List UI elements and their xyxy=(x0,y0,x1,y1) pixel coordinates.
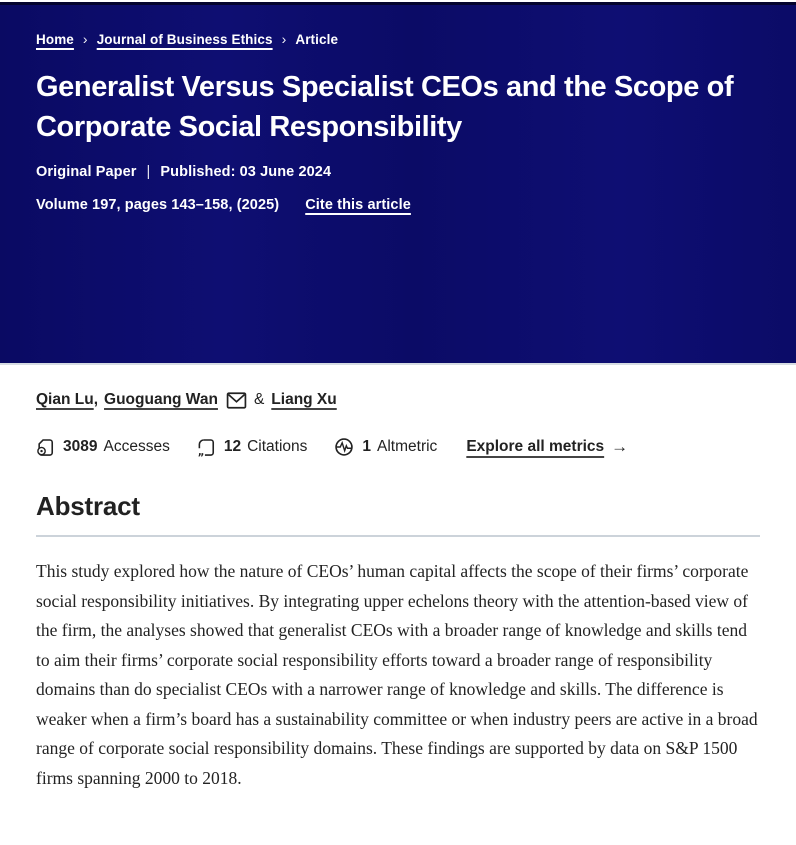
citations-count: 12 xyxy=(223,438,242,455)
svg-text:„: „ xyxy=(197,445,205,457)
altmetric-label: Altmetric xyxy=(377,438,438,455)
article-body xyxy=(0,391,796,793)
volume-cite-row xyxy=(36,197,760,213)
author-link-guoguang-wan[interactable]: Guoguang Wan xyxy=(104,391,218,408)
altmetric-count: 1 xyxy=(362,438,372,455)
altmetric-icon xyxy=(334,437,354,457)
article-type-label: Original Paper xyxy=(36,164,137,180)
altmetric-metric xyxy=(334,437,437,457)
citations-metric xyxy=(197,438,308,457)
chevron-right-icon: › xyxy=(82,31,88,47)
author-link-liang-xu[interactable]: Liang Xu xyxy=(271,391,337,408)
article-meta-row xyxy=(36,164,760,180)
breadcrumb-journal-link[interactable]: Journal of Business Ethics xyxy=(96,31,273,47)
explore-all-metrics-link[interactable]: Explore all metrics xyxy=(466,438,605,455)
meta-separator: | xyxy=(146,164,151,180)
authors-row xyxy=(36,391,760,409)
abstract-divider xyxy=(36,535,760,537)
volume-pages-text: Volume 197, pages 143–158, (2025) xyxy=(36,197,280,213)
arrow-right-icon: → xyxy=(611,437,629,456)
article-title: Generalist Versus Specialist CEOs and the Scope of Corporate Social Responsibility xyxy=(36,71,734,143)
chevron-right-icon: › xyxy=(281,31,287,47)
citations-label: Citations xyxy=(247,438,308,455)
breadcrumb-home-link[interactable]: Home xyxy=(36,31,74,47)
citations-icon xyxy=(197,438,216,457)
abstract-heading: Abstract xyxy=(36,491,140,521)
accesses-count: 3089 xyxy=(63,438,98,455)
cite-this-article-link[interactable]: Cite this article xyxy=(305,197,411,213)
mail-icon[interactable] xyxy=(226,392,247,409)
article-header-banner xyxy=(0,2,796,365)
breadcrumb xyxy=(36,31,760,47)
author-separator: , xyxy=(93,391,99,408)
metrics-row xyxy=(36,437,760,457)
abstract-paragraph: This study explored how the nature of CEOs’ human capital affects the scope of their firms’ corporate social responsibility initiatives. By integrating upper echelons theory with the attention-based view of the firm, the analyses showed that generalist CEOs with a broader range of knowledge and skills tend to aim their firms’ corporate social responsibility efforts toward a broader range of responsibility domains than do specialist CEOs with a narrower range of knowledge and skills. The difference is weaker when a firm’s board has a sustainability committee or when industry peers are active in a broad range of corporate social responsibility domains. These findings are supported by data on S&P 1500 firms spanning 2000 to 2018. xyxy=(36,561,758,788)
authors-ampersand: & xyxy=(253,391,265,408)
accesses-label: Accesses xyxy=(103,438,170,455)
accesses-icon xyxy=(36,438,55,457)
published-date: Published: 03 June 2024 xyxy=(160,164,332,180)
abstract-section xyxy=(36,491,760,793)
accesses-metric xyxy=(36,438,170,457)
breadcrumb-current-article: Article xyxy=(295,31,339,47)
author-link-qian-lu[interactable]: Qian Lu xyxy=(36,391,94,408)
